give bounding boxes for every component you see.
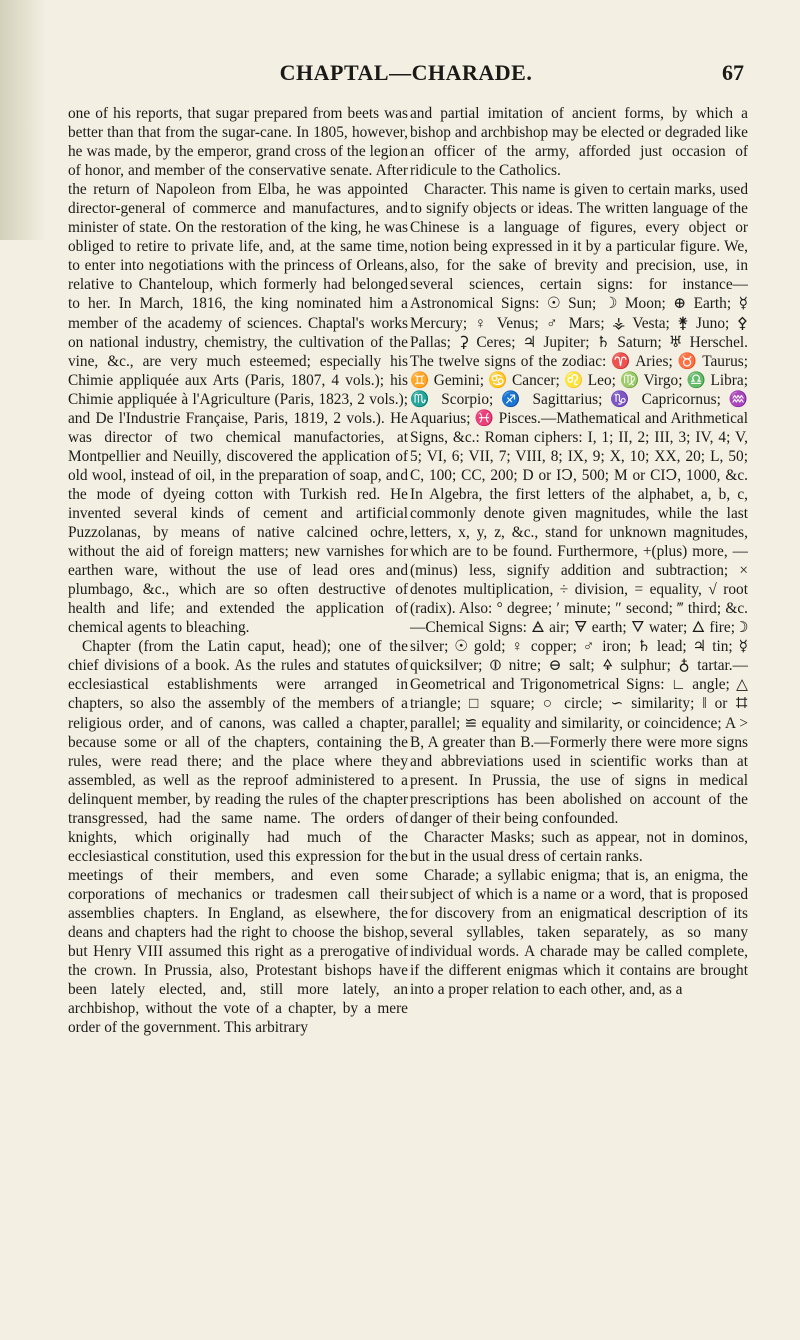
paragraph-character: Character. This name is given to certain marks, used to signify objects or ideas. The written language of the Chinese is a language of figures, every object or notion being expressed in it by a particular figure. We, also, for the sake of brevity and precision, use, in several sciences, certain signs: for instance—Astronomical Signs: ☉ Sun; ☽ Moon; ⊕ Earth; ☿ Mercury; ♀ Venus; ♂ Mars; ⚶ Vesta; ⚵ Juno; ⚴ Pallas; ⚳ Ceres; ♃ Jupiter; ♄ Saturn; ♅ Herschel. The twelve signs of the zodiac: ♈ Aries; ♉ Taurus; ♊ Gemini; ♋ Cancer; ♌ Leo; ♍ Virgo; ♎ Libra; ♏ Scorpio; ♐ Sagittarius; ♑ Capricornus; ♒ Aquarius; ♓ Pisces.—Mathematical and Arithmetical Signs, &c.: Roman ciphers: I, 1; II, 2; III, 3; IV, 4; V, 5; VI, 6; VII, 7; VIII, 8; IX, 9; X, 10; XX, 20; L, 50; C, 100; CC, 200; D or IↃ, 500; M or CIↃ, 1000, &c. In Algebra, the first letters of the alphabet, a, b, c, commonly denote given magnitudes, while the last letters, x, y, z, &c., stand for unknown magnitudes, which are to be found. Furthermore, +(plus) more, —(minus) less, signify addition and subtraction; × denotes multiplication, ÷ division, = equality, √ root (radix). Also: ° degree; ′ minute; ″ second; ‴ third; &c.—Chemical Signs: 🜁 air; 🜃 earth; 🜄 water; 🜂 fire; ☽ silver; ☉ gold; ♀ copper; ♂ iron; ♄ lead; ♃ tin; ☿ quicksilver; ⦶ nitre; ⊖ salt; 🜍 sulphur; ♁ tartar.—Geometrical and Trigonometrical Signs: ∟ angle; △ triangle; □ square; ○ circle; ∽ similarity; ‖ or ⌗ parallel; ≌ equality and similarity, or coincidence; A > B, A greater than B.—Formerly there were more signs and abbreviations used in scientific works than at present. In Prussia, the use of signs in medical prescriptions has been abolished on account of the danger of their being confounded. <box>410 181 748 827</box>
running-header <box>68 60 744 90</box>
right-column <box>410 104 748 999</box>
paragraph-chapter: Chapter (from the Latin caput, head); one of the chief divisions of a book. As the rules and statutes of ecclesiastical establishments were arranged in chapters, so also the assembly of the members of a religious order, and of canons, was called a chapter, because some or all of the chapters, containing the rules, were read there; and the place where they assembled, as well as the reproof administered to a delinquent member, by reading the rules of the chapter transgressed, had the same name. The orders of knights, which originally had much of the ecclesiastical constitution, used this expression for the meetings of their members, and even some corporations of mechanics or tradesmen call their assemblies chapters. In England, as elsewhere, the deans and chapters had the right to choose the bishop, but Henry VIII assumed this right as a prerogative of the crown. In Prussia, also, Protestant bishops have been lately elected, and, still more lately, an archbishop, without the vote of a chapter, by a mere order of the government. This arbitrary <box>68 638 408 1037</box>
paragraph-chaptal-continued: one of his reports, that sugar prepared from beets was better than that from the sugar-cane. In 1805, however, he was made, by the emperor, grand cross of the legion of honor, and member of the conservative senate. After the return of Napoleon from Elba, he was appointed director-general of commerce and manufactures, and minister of state. On the restoration of the king, he was obliged to retire to private life, and, at the same time, to enter into negotiations with the princess of Orleans, relative to Chanteloup, which formerly had belonged to her. In March, 1816, the king nominated him a member of the academy of sciences. Chaptal's works on national industry, chemistry, the cultivation of the vine, &c., are very much esteemed; especially his Chimie appliquée aux Arts (Paris, 1807, 4 vols.); his Chimie appliquée à l'Agriculture (Paris, 1823, 2 vols.); and De l'Industrie Française, Paris, 1819, 2 vols.). He was director of two chemical manufactories, at Montpellier and Neuilly, discovered the application of old wool, instead of oil, in the preparation of soap, and the mode of dyeing cotton with Turkish red. He invented several kinds of cement and artificial Puzzolanas, by means of native calcined ochre, without the aid of foreign matters; new varnishes for earthen ware, without the use of lead ores and plumbago, &c., which are so often destructive of health and life; and extended the application of chemical agents to bleaching. <box>68 105 408 637</box>
left-column <box>68 104 408 1037</box>
page-title: CHAPTAL—CHARADE. <box>279 60 533 85</box>
page-edge-stain <box>0 0 46 240</box>
paragraph-character-masks: Character Masks; such as appear, not in dominos, but in the usual dress of certain ranks. <box>410 828 748 865</box>
paragraph-chapter-continued: and partial imitation of ancient forms, by which a bishop and archbishop may be elected or degraded like an officer of the army, afforded just occasion of ridicule to the Catholics. <box>410 105 748 180</box>
paragraph-charade: Charade; a syllabic enigma; that is, an enigma, the subject of which is a name or a word, that is proposed for discovery from an enigmatical description of its several syllables, taken separately, as so many individual words. A charade may be called complete, if the different enigmas which it contains are brought into a proper relation to each other, and, as a <box>410 866 748 999</box>
page-number: 67 <box>722 60 744 85</box>
